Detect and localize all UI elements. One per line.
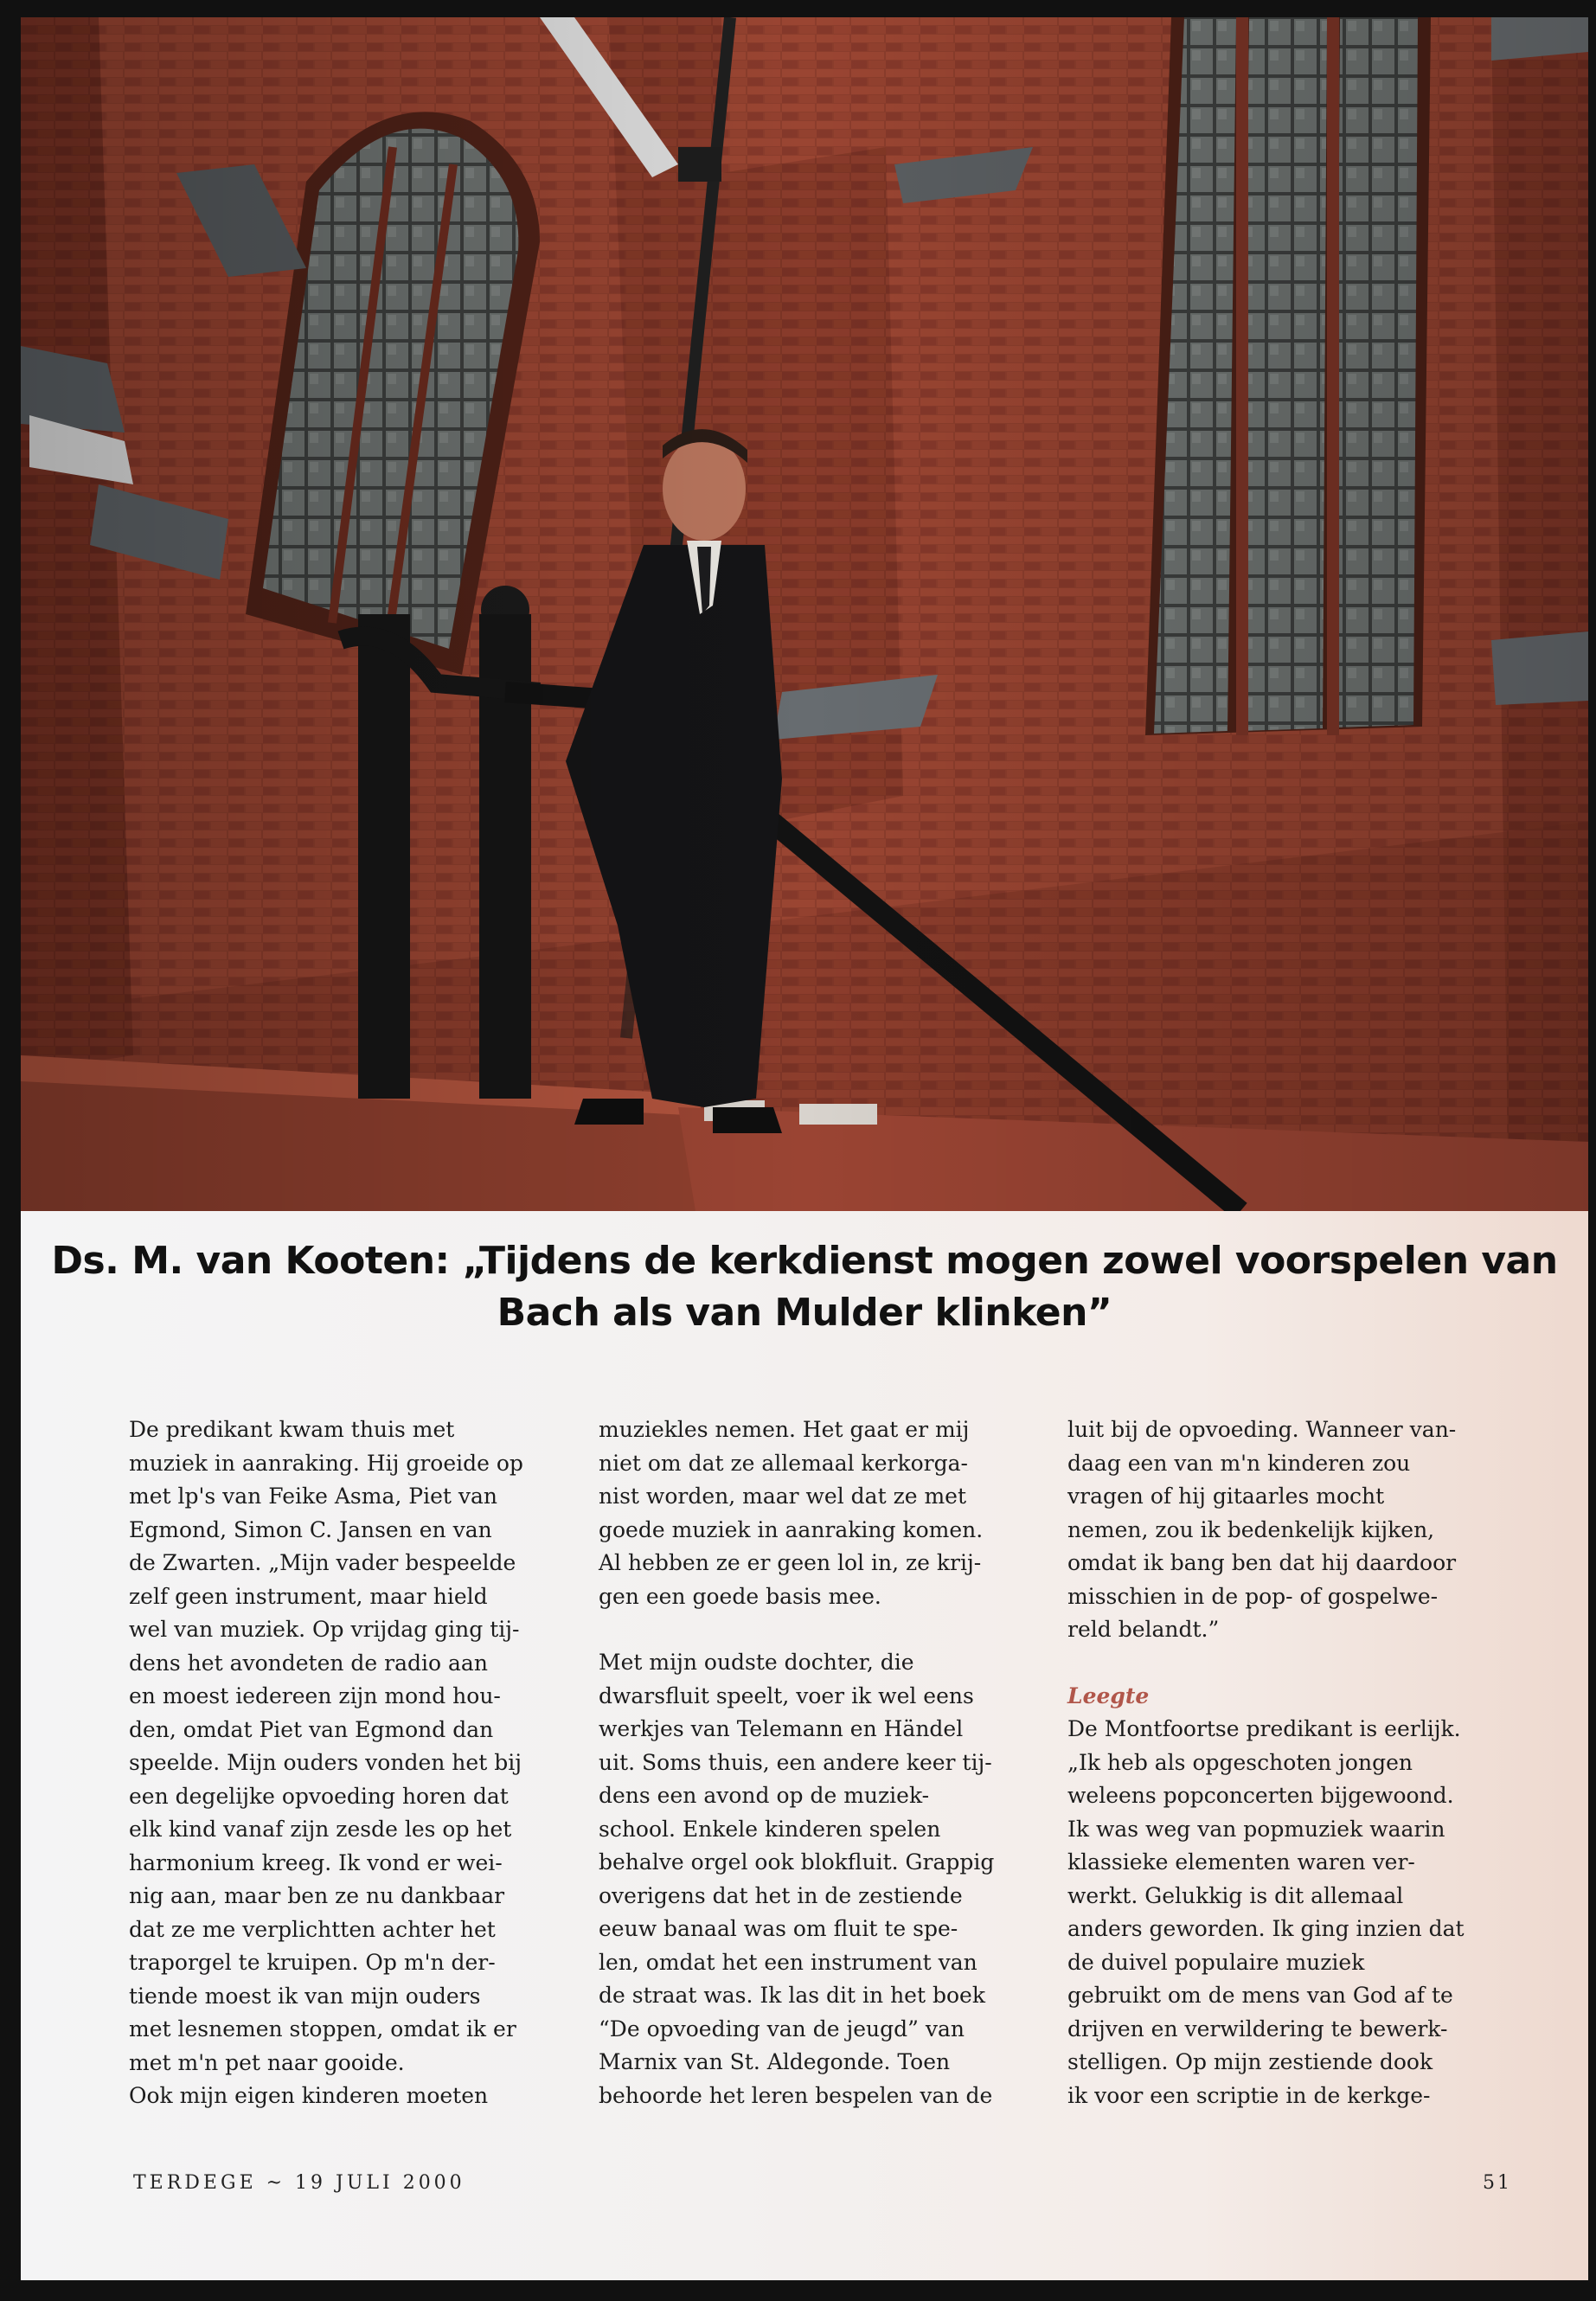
text-line: „Ik heb als opgeschoten jongen xyxy=(1067,1749,1413,1775)
article-column-2 xyxy=(599,1413,1031,2112)
text-line: de Zwarten. „Mijn vader bespeelde xyxy=(129,1550,516,1575)
text-line: wel van muziek. Op vrijdag ging tij- xyxy=(129,1617,520,1642)
text-line: dens een avond op de muziek- xyxy=(599,1783,930,1808)
text-line: met lesnemen stoppen, omdat ik er xyxy=(129,2016,516,2041)
text-line: ik voor een scriptie in de kerkge- xyxy=(1067,2082,1431,2108)
text-line: Egmond, Simon C. Jansen en van xyxy=(129,1516,492,1542)
text-line: den, omdat Piet van Egmond dan xyxy=(129,1716,494,1742)
footer-magazine-date: TERDEGE ~ 19 JULI 2000 xyxy=(133,2172,465,2194)
text-line: de straat was. Ik las dit in het boek xyxy=(599,1983,985,2008)
text-line: muziek in aanraking. Hij groeide op xyxy=(129,1450,523,1476)
text-line: met m'n pet naar gooide. xyxy=(129,2049,405,2075)
page-number: 51 xyxy=(1483,2172,1512,2194)
text-line: “De opvoeding van de jeugd” van xyxy=(599,2016,965,2041)
text-line: daag een van m'n kinderen zou xyxy=(1067,1450,1411,1476)
text-line: Ik was weg van popmuziek waarin xyxy=(1067,1816,1445,1842)
text-line: De predikant kwam thuis met xyxy=(129,1417,455,1442)
church-photo xyxy=(21,17,1588,1211)
text-line: De Montfoortse predikant is eerlijk. xyxy=(1067,1716,1461,1741)
text-line: school. Enkele kinderen spelen xyxy=(599,1816,941,1842)
text-line: traporgel te kruipen. Op m'n der- xyxy=(129,1950,496,1975)
text-line: werkjes van Telemann en Händel xyxy=(599,1716,964,1741)
text-line: gebruikt om de mens van God af te xyxy=(1067,1983,1453,2008)
text-line: elk kind vanaf zijn zesde les op het xyxy=(129,1817,512,1842)
article-column-3 xyxy=(1067,1413,1500,2112)
text-line: anders geworden. Ik ging inzien dat xyxy=(1067,1916,1465,1941)
text-line: behalve orgel ook blokfluit. Grappig xyxy=(599,1849,995,1875)
text-line: niet om dat ze allemaal kerkorga- xyxy=(599,1450,968,1476)
text-line: goede muziek in aanraking komen. xyxy=(599,1516,984,1542)
text-line: Met mijn oudste dochter, die xyxy=(599,1650,914,1675)
text-line: Al hebben ze er geen lol in, ze krij- xyxy=(599,1550,982,1575)
text-line: klassieke elementen waren ver- xyxy=(1067,1849,1415,1875)
text-line: stelligen. Op mijn zestiende dook xyxy=(1067,2049,1433,2074)
text-line: dwarsfluit speelt, voer ik wel eens xyxy=(599,1682,974,1708)
text-line: dat ze me verplichtten achter het xyxy=(129,1916,496,1942)
text-line: misschien in de pop- of gospelwe- xyxy=(1067,1583,1439,1609)
text-line: len, omdat het een instrument van xyxy=(599,1949,977,1975)
text-line: eeuw banaal was om fluit te spe- xyxy=(599,1916,958,1941)
paragraph-gap xyxy=(599,1613,1031,1646)
text-line: Ook mijn eigen kinderen moeten xyxy=(129,2083,489,2108)
text-line: harmonium kreeg. Ik vond er wei- xyxy=(129,1849,503,1875)
text-line: weleens popconcerten bijgewoond. xyxy=(1067,1783,1454,1808)
text-line: omdat ik bang ben dat hij daardoor xyxy=(1067,1550,1457,1575)
text-line: luit bij de opvoeding. Wanneer van- xyxy=(1067,1417,1457,1442)
text-line: nist worden, maar wel dat ze met xyxy=(599,1484,967,1509)
text-line: muziekles nemen. Het gaat er mij xyxy=(599,1417,970,1442)
text-line: een degelijke opvoeding horen dat xyxy=(129,1783,509,1809)
text-line: behoorde het leren bespelen van de xyxy=(599,2082,993,2108)
magazine-page xyxy=(21,17,1588,2280)
text-line: met lp's van Feike Asma, Piet van xyxy=(129,1484,498,1509)
text-line: reld belandt.” xyxy=(1067,1617,1220,1642)
text-line: drijven en verwildering te bewerk- xyxy=(1067,2016,1448,2041)
subheading: Leegte xyxy=(1067,1682,1150,1708)
church-photo-illustration xyxy=(21,17,1588,1211)
text-line: gen een goede basis mee. xyxy=(599,1583,881,1609)
text-line: nig aan, maar ben ze nu dankbaar xyxy=(129,1883,505,1908)
text-line: werkt. Gelukkig is dit allemaal xyxy=(1067,1882,1404,1908)
text-line: en moest iedereen zijn mond hou- xyxy=(129,1683,501,1708)
article-column-1 xyxy=(129,1413,561,2113)
text-line: dens het avondeten de radio aan xyxy=(129,1650,488,1676)
article-headline xyxy=(21,1235,1588,1339)
text-line: tiende moest ik van mijn ouders xyxy=(129,1983,481,2009)
paragraph-gap xyxy=(1067,1647,1500,1680)
text-line: overigens dat het in de zestiende xyxy=(599,1882,963,1908)
text-line: uit. Soms thuis, een andere keer tij- xyxy=(599,1749,992,1775)
text-line: Marnix van St. Aldegonde. Toen xyxy=(599,2049,951,2074)
headline-line-1: Ds. M. van Kooten: „Tijdens de kerkdienst mogen zowel voorspelen van xyxy=(51,1239,1558,1283)
text-line: speelde. Mijn ouders vonden het bij xyxy=(129,1750,522,1775)
text-line: de duivel populaire muziek xyxy=(1067,1949,1365,1975)
text-line: vragen of hij gitaarles mocht xyxy=(1067,1484,1385,1509)
text-line: nemen, zou ik bedenkelijk kijken, xyxy=(1067,1516,1435,1542)
headline-line-2: Bach als van Mulder klinken” xyxy=(497,1291,1112,1335)
text-line: zelf geen instrument, maar hield xyxy=(129,1583,488,1609)
